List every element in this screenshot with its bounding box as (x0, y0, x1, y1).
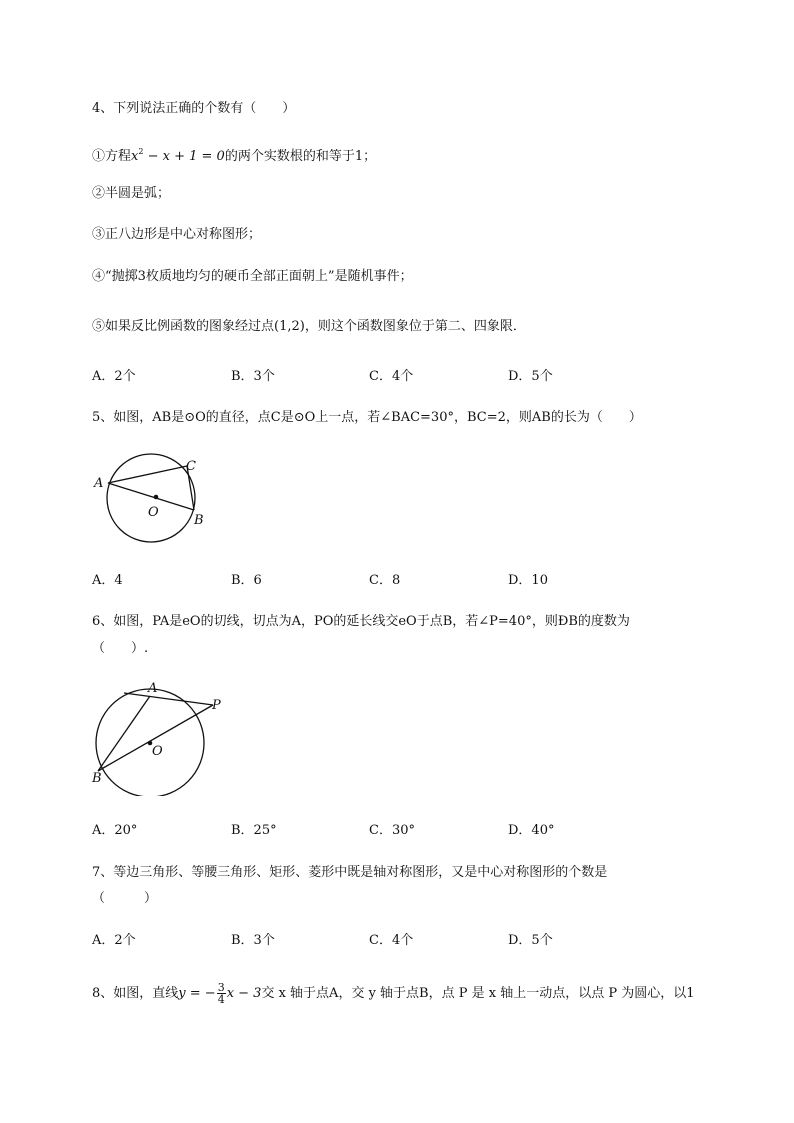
q6-option-d[interactable]: D．40° (508, 823, 555, 838)
q5-center-dot (154, 495, 159, 500)
q4-option-c[interactable]: C．4个 (369, 369, 414, 384)
q7-option-b[interactable]: B．3个 (231, 933, 275, 948)
q6-stem: 6、如图，PA是eO的切线，切点为A，PO的延长线交eO于点B，若∠P=40°，则ÐB的度数为 (92, 614, 630, 629)
q6-stem-cont: （ ）. (92, 641, 149, 656)
q5-stem: 5、如图，AB是⊙O的直径，点C是⊙O上一点，若∠BAC=30°，BC=2，则AB的长为（ ） (92, 410, 642, 425)
q4-s1-math-rest: − x + 1 = 0 (143, 149, 225, 164)
q4-option-d[interactable]: D．5个 (508, 369, 553, 384)
q6-option-a[interactable]: A．20° (92, 823, 138, 838)
q6-tangent-line (124, 693, 213, 705)
q7-option-d[interactable]: D．5个 (508, 933, 553, 948)
q8-fraction (217, 982, 226, 1005)
q6-options (92, 822, 692, 840)
q6-label-p: P (212, 698, 221, 713)
q5-figure (90, 448, 220, 558)
q5-option-c[interactable]: C．8 (369, 573, 401, 588)
q8-y-equals: y = − (178, 986, 216, 1001)
q4-statement-5 (92, 318, 526, 336)
q5-options (92, 572, 692, 590)
q4-s5-suffix: ，则这个函数图象位于第二、四象限． (304, 319, 526, 334)
q5-label-b: B (194, 513, 204, 528)
q8-frac-numerator: 3 (217, 981, 225, 994)
q7-options (92, 932, 692, 950)
q4-stem: 4、下列说法正确的个数有（ ） (92, 101, 296, 116)
q8-stem (92, 982, 695, 1005)
q4-option-b[interactable]: B．3个 (231, 369, 275, 384)
q8-prefix: 8、如图，直线 (92, 986, 179, 1001)
q8-frac-denominator: 4 (217, 993, 225, 1006)
q6-chord-ab (98, 696, 150, 771)
q7-stem: 7、等边三角形、等腰三角形、矩形、菱形中既是轴对称图形，又是中心对称图形的个数是 (92, 865, 608, 880)
q4-statement-2: ②半圆是弧； (92, 186, 171, 201)
q6-label-o: O (152, 744, 163, 759)
q4-s1-suffix: 的两个实数根的和等于1； (224, 149, 377, 164)
q6-option-b[interactable]: B．25° (231, 823, 277, 838)
q5-label-c: C (186, 459, 196, 474)
q6-option-c[interactable]: C．30° (369, 823, 415, 838)
q6-label-b: B (92, 771, 102, 786)
q6-figure (86, 676, 246, 796)
q6-line-bp (98, 705, 213, 771)
q4-option-a[interactable]: A．2个 (92, 369, 136, 384)
q4-s1-math-x: x (131, 149, 139, 164)
q4-statement-3: ③正八边形是中心对称图形； (92, 227, 262, 242)
q5-label-a: A (94, 476, 104, 491)
q4-s5-point: (1,2) (274, 319, 305, 334)
q4-options (92, 368, 692, 386)
q4-statement-4: ④“抛掷3枚质地均匀的硬币全部正面朝上”是随机事件； (92, 269, 413, 284)
q8-suffix: 交 x 轴于点A，交 y 轴于点B，点 P 是 x 轴上一动点，以点 P 为圆心，以1 (261, 986, 695, 1001)
q4-s5-prefix: ⑤如果反比例函数的图象经过点 (92, 319, 275, 334)
q5-chord-ac (108, 466, 187, 483)
q4-statement-1 (92, 143, 376, 166)
q6-label-a: A (148, 681, 158, 696)
q5-option-a[interactable]: A．4 (92, 573, 123, 588)
q7-stem-cont: （ ） (92, 891, 158, 906)
q8-after-fraction: x − 3 (226, 986, 262, 1001)
q5-option-d[interactable]: D．10 (508, 573, 548, 588)
q4-s1-prefix: ①方程 (92, 149, 132, 164)
q5-label-o: O (148, 505, 159, 520)
q4-s1-exponent: 2 (138, 147, 144, 156)
q5-option-b[interactable]: B．6 (231, 573, 262, 588)
q7-option-c[interactable]: C．4个 (369, 933, 414, 948)
q7-option-a[interactable]: A．2个 (92, 933, 136, 948)
